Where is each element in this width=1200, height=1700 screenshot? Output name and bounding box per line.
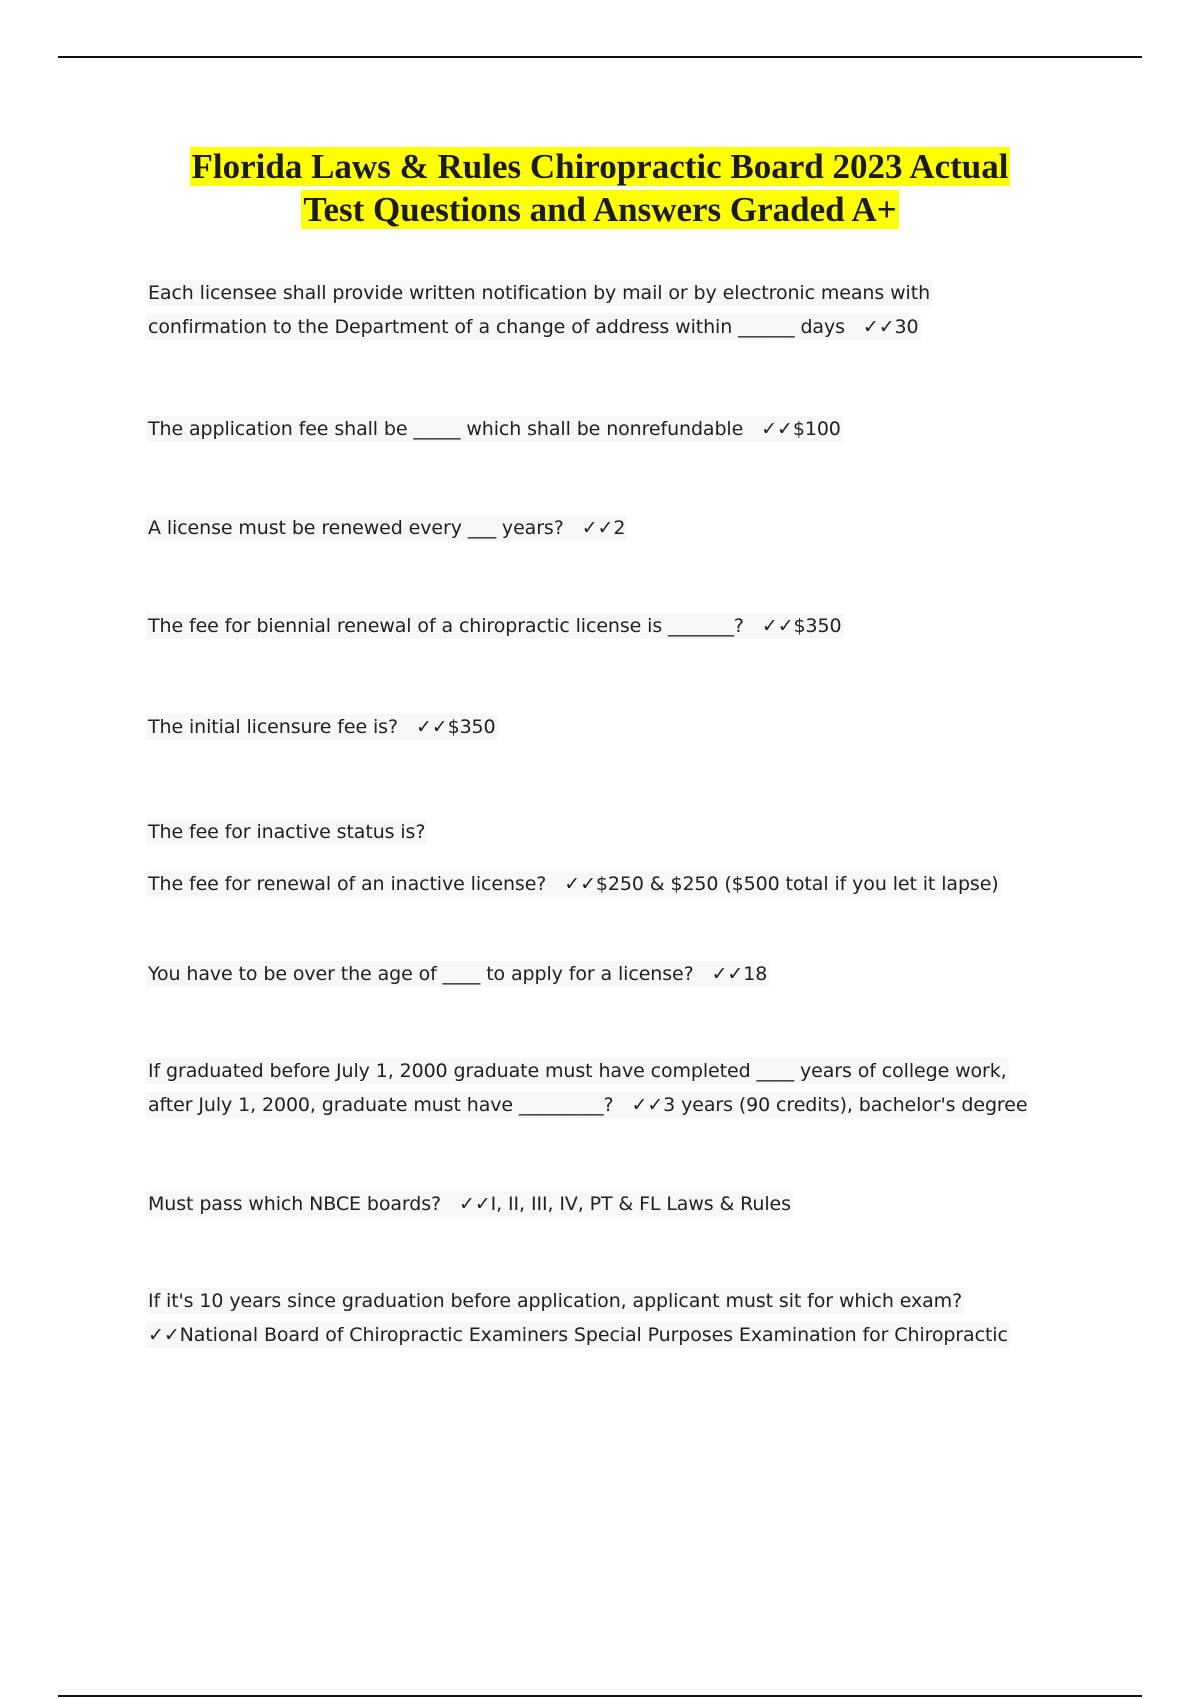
answer <box>863 316 919 338</box>
question-text: If graduated before July 1, 2000 graduate must have completed ____ years of college work, <box>148 1060 1007 1082</box>
question-text: The fee for biennial renewal of a chiropractic license is _______? <box>148 615 744 637</box>
answer-text: $100 <box>792 418 841 440</box>
check-mark-icon: ✓✓ <box>581 517 614 539</box>
qa-item-1 <box>146 276 1086 344</box>
question-text: If it's 10 years since graduation before application, applicant must sit for which exam? <box>148 1290 963 1312</box>
qa-item-6 <box>146 806 1086 910</box>
check-mark-icon: ✓✓ <box>564 873 596 895</box>
answer-text: $350 <box>447 716 496 738</box>
check-mark-icon: ✓✓ <box>148 1324 180 1346</box>
qa-item-4 <box>146 609 1086 643</box>
check-mark-icon: ✓✓ <box>761 615 794 637</box>
question-text: The fee for inactive status is? <box>148 821 426 843</box>
answer <box>632 1094 1028 1116</box>
question-text: after July 1, 2000, graduate must have _________? <box>148 1094 614 1116</box>
answer-text: $350 <box>793 615 842 637</box>
answer-text: 3 years (90 credits), bachelor's degree <box>663 1094 1028 1116</box>
answer-text: 18 <box>743 963 768 985</box>
qa-item-3 <box>146 511 1086 545</box>
answer <box>712 963 768 985</box>
bottom-rule <box>58 1695 1142 1697</box>
answer-text: National Board of Chiropractic Examiners Special Purposes Examination for Chiropractic <box>179 1324 1008 1346</box>
qa-item-9 <box>146 1187 1086 1221</box>
top-rule <box>58 56 1142 58</box>
check-mark-icon: ✓✓ <box>862 316 895 338</box>
question-text: confirmation to the Department of a change of address within ______ days <box>148 316 845 338</box>
question-text: Must pass which NBCE boards? <box>148 1193 442 1215</box>
answer-text: 30 <box>894 316 919 338</box>
question-text: The initial licensure fee is? <box>148 716 398 738</box>
check-mark-icon: ✓✓ <box>761 418 793 440</box>
qa-item-2 <box>146 412 1086 446</box>
answer <box>582 517 626 539</box>
qa-item-5 <box>146 710 1086 744</box>
check-mark-icon: ✓✓ <box>631 1094 664 1116</box>
answer-text: $250 & $250 ($500 total if you let it lapse) <box>595 873 999 895</box>
question-text: The application fee shall be _____ which shall be nonrefundable <box>148 418 744 440</box>
title-line-2: Test Questions and Answers Graded A+ <box>303 190 897 229</box>
answer <box>762 615 842 637</box>
answer <box>148 1324 1008 1346</box>
answer-text: 2 <box>613 517 626 539</box>
answer <box>416 716 496 738</box>
check-mark-icon: ✓✓ <box>459 1193 491 1215</box>
answer <box>564 873 998 895</box>
qa-item-10 <box>146 1284 1086 1352</box>
check-mark-icon: ✓✓ <box>415 716 448 738</box>
question-text: Each licensee shall provide written notification by mail or by electronic means with <box>148 282 931 304</box>
question-text: A license must be renewed every ___ years? <box>148 517 564 539</box>
title-line-1: Florida Laws & Rules Chiropractic Board 2023 Actual <box>191 147 1009 186</box>
answer <box>459 1193 791 1215</box>
document-title <box>0 145 1200 231</box>
qa-item-8 <box>146 1054 1086 1122</box>
question-text: The fee for renewal of an inactive license? <box>148 873 547 895</box>
check-mark-icon: ✓✓ <box>711 963 744 985</box>
answer-text: I, II, III, IV, PT & FL Laws & Rules <box>490 1193 791 1215</box>
answer <box>761 418 841 440</box>
question-text: You have to be over the age of ____ to apply for a license? <box>148 963 694 985</box>
qa-item-7 <box>146 957 1086 991</box>
